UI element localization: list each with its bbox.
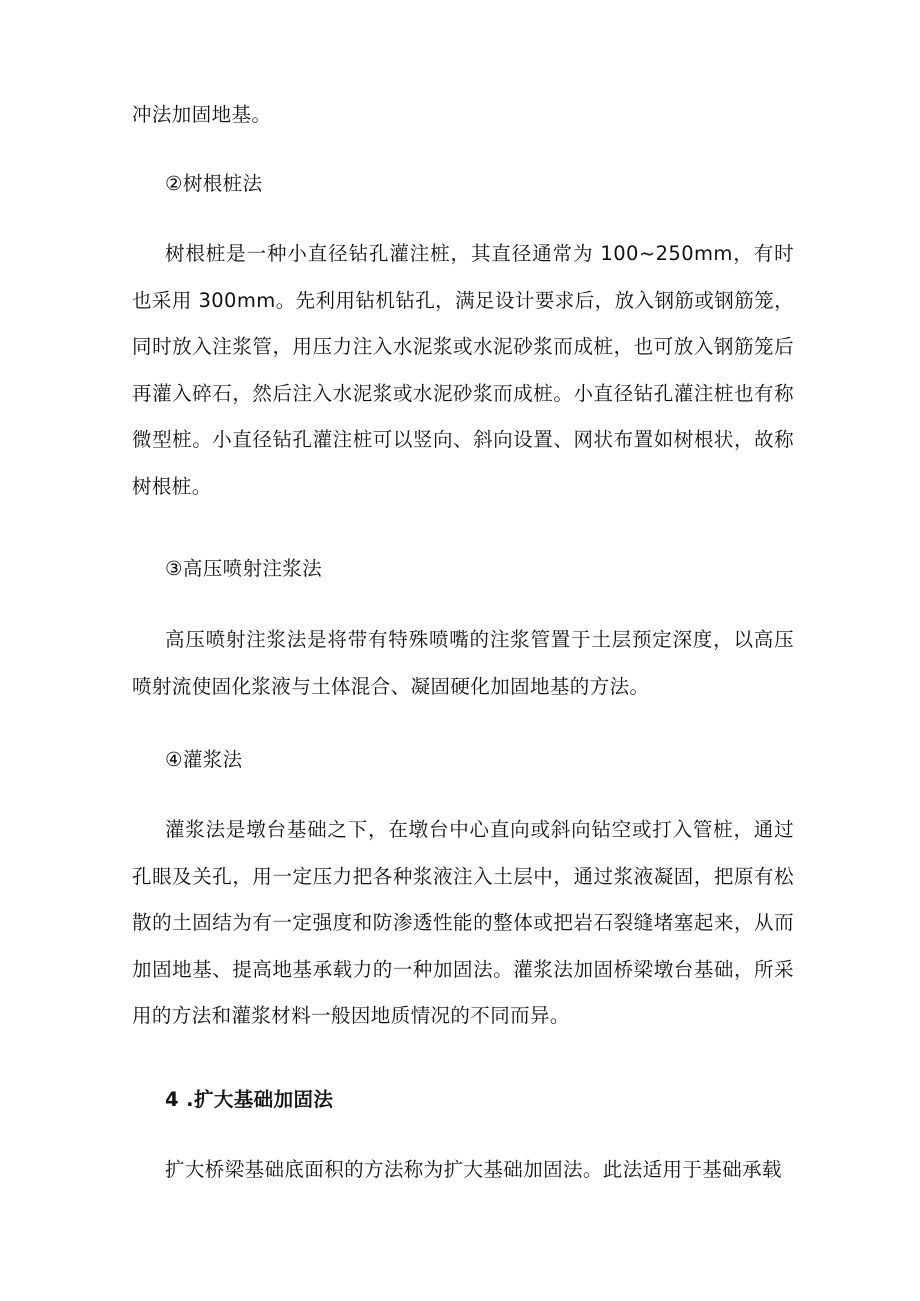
paragraph-jet-grouting: 高压喷射注浆法是将带有特殊喷嘴的注浆管置于土层预定深度，以高压喷射流使固化浆液与土体混合、凝固硬化加固地基的方法。 bbox=[132, 628, 794, 698]
heading-root-pile-method: ②树根桩法 bbox=[165, 172, 263, 195]
paragraph-root-pile: 树根桩是一种小直径钻孔灌注桩，其直径通常为 100~250mm，有时也采用 300mm。先利用钻机钻孔，满足设计要求后，放入钢筋或钢筋笼，同时放入注浆管，用压力注入水泥浆或水泥砂浆而成桩，也可放入钢筋笼后再灌入碎石，然后注入水泥浆或水泥砂浆而成桩。小直径钻孔灌注桩也有称微型桩。小直径钻孔灌注桩可以竖向、斜向设置、网状布置如树根状，故称树根桩。 bbox=[132, 242, 794, 498]
heading-section-4: 4 .扩大基础加固法 bbox=[165, 1088, 334, 1111]
heading-jet-grouting-method: ③高压喷射注浆法 bbox=[165, 557, 323, 580]
paragraph-grouting: 灌浆法是墩台基础之下，在墩台中心直向或斜向钻空或打入管桩，通过孔眼及关孔，用一定压力把各种浆液注入土层中，通过浆液凝固，把原有松散的土固结为有一定强度和防渗透性能的整体或把岩石裂缝堵塞起来，从而加固地基、提高地基承载力的一种加固法。灌浆法加固桥梁墩台基础，所采用的方法和灌浆材料一般因地质情况的不同而异。 bbox=[132, 818, 794, 1027]
paragraph-section-4: 扩大桥梁基础底面积的方法称为扩大基础加固法。此法适用于基础承载 bbox=[165, 1158, 782, 1181]
paragraph-continuation: 冲法加固地基。 bbox=[132, 103, 272, 126]
heading-grouting-method: ④灌浆法 bbox=[165, 748, 243, 771]
